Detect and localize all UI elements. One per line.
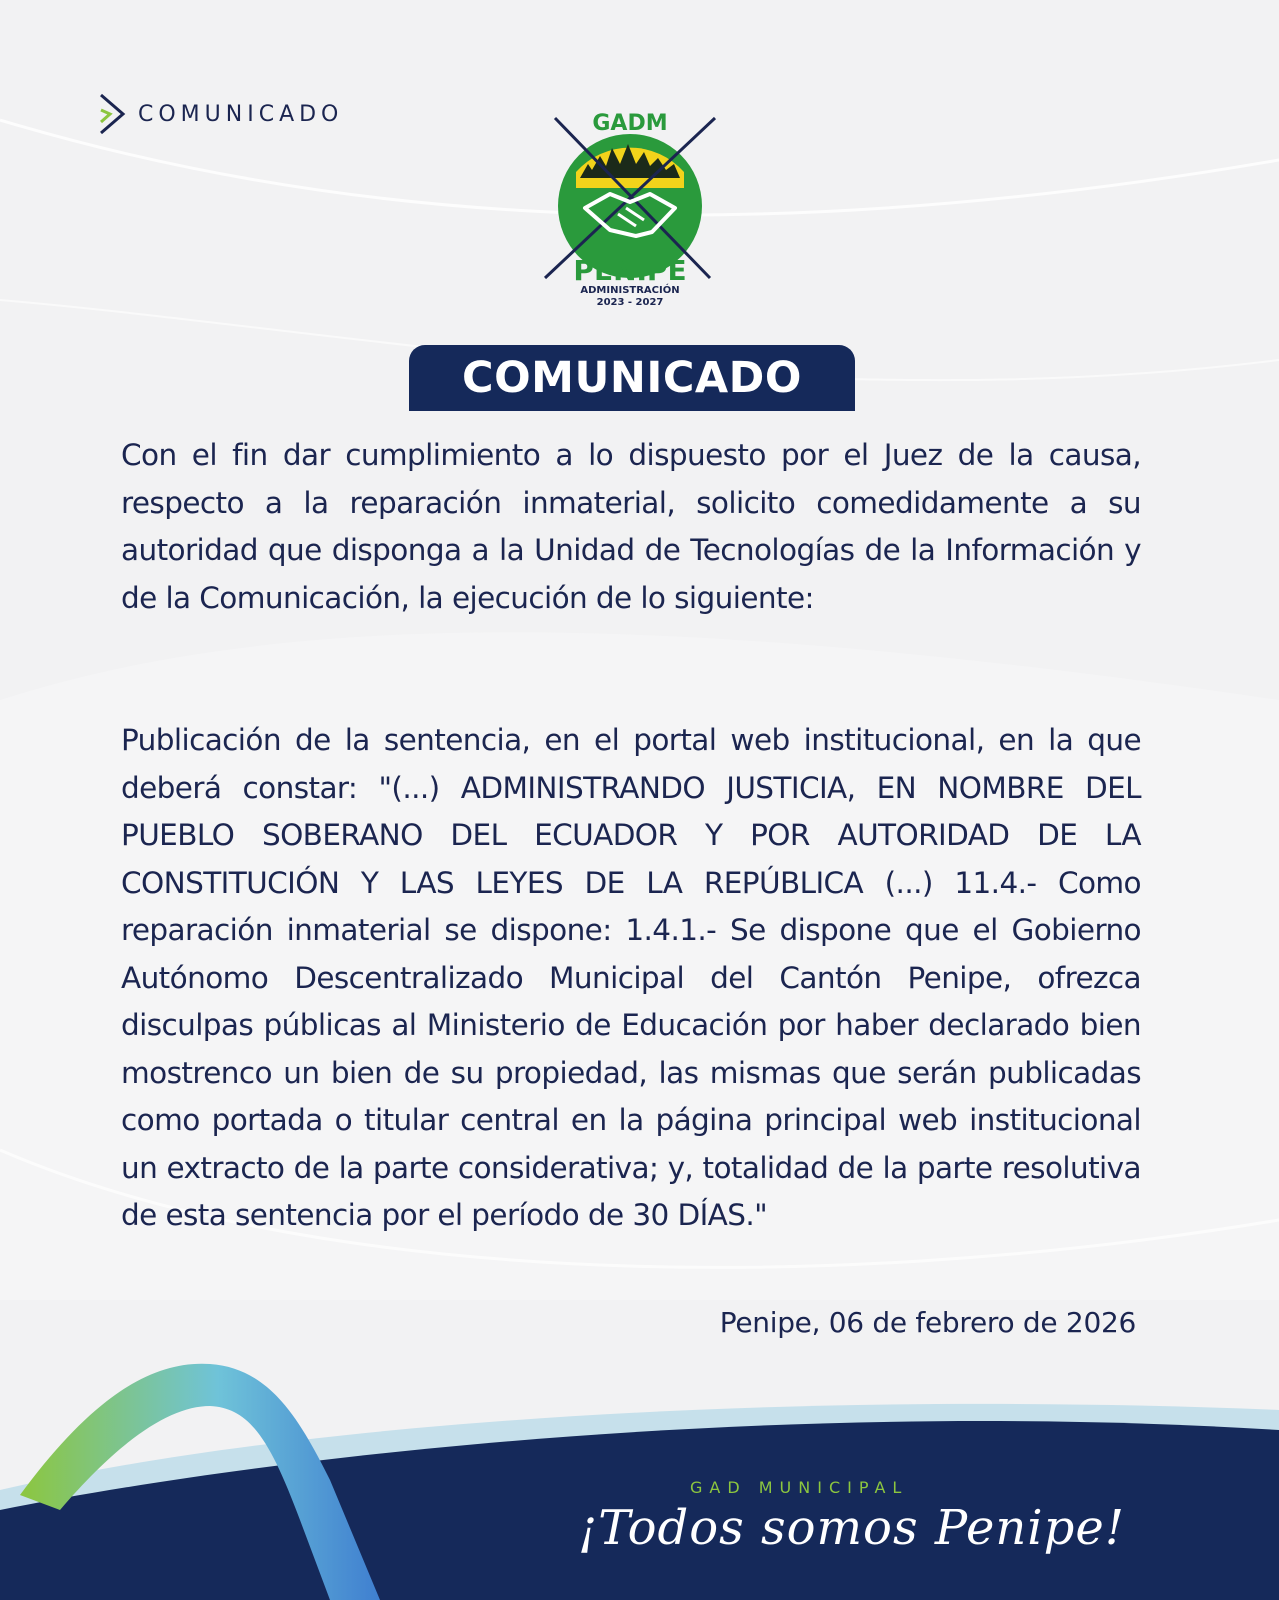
footer-gad-label: GAD MUNICIPAL	[690, 1478, 909, 1497]
paragraph-sentence: Publicación de la sentencia, en el portal web institucional, en la que deberá constar: "(...) ADMINISTRANDO JUSTICIA, EN NOMBRE DEL PUEBLO SOBERANO DEL ECUADOR Y POR AUTORIDAD DE LA CONSTITUCIÓN Y LAS LEYES DE LA REPÚBLICA (...) 11.4.- Como reparación inmaterial se dispone: 1.4.1.- Se dispone que el Gobierno Autónomo Descentralizado Municipal del Cantón Penipe, ofrezca disculpas públicas al Ministerio de Educación por haber declarado bien mostrenco un bien de su propiedad, las mismas que serán publicadas como portada o titular central en la página principal web institucional un extracto de la parte considerativa; y, totalidad de la parte resolutiva de esta sentencia por el período de 30 DÍAS."	[121, 723, 1141, 1232]
footer-slogan: ¡Todos somos Penipe!	[578, 1500, 1126, 1556]
footer-wave	[0, 1360, 1279, 1600]
logo-top-text: GADM	[592, 111, 668, 136]
gadm-penipe-logo	[540, 108, 740, 318]
logo-subtitle: ADMINISTRACIÓN	[580, 285, 680, 296]
logo-period: 2023 - 2027	[596, 297, 664, 308]
header-tag-label: COMUNICADO	[138, 101, 344, 127]
paragraph-intro: Con el fin dar cumplimiento a lo dispuesto por el Juez de la causa, respecto a la reparación inmaterial, solicito comedidamente a su autoridad que disponga a la Unidad de Tecnologías de la Información y de la Comunicación, la ejecución de lo siguiente:	[121, 438, 1141, 615]
chevron-right-icon	[98, 92, 130, 136]
date-line: Penipe, 06 de febrero de 2026	[719, 1306, 1136, 1339]
document-title: COMUNICADO	[462, 353, 802, 403]
header-tag	[98, 92, 343, 136]
logo-name: PENIPE	[573, 254, 687, 287]
title-banner	[409, 345, 855, 411]
